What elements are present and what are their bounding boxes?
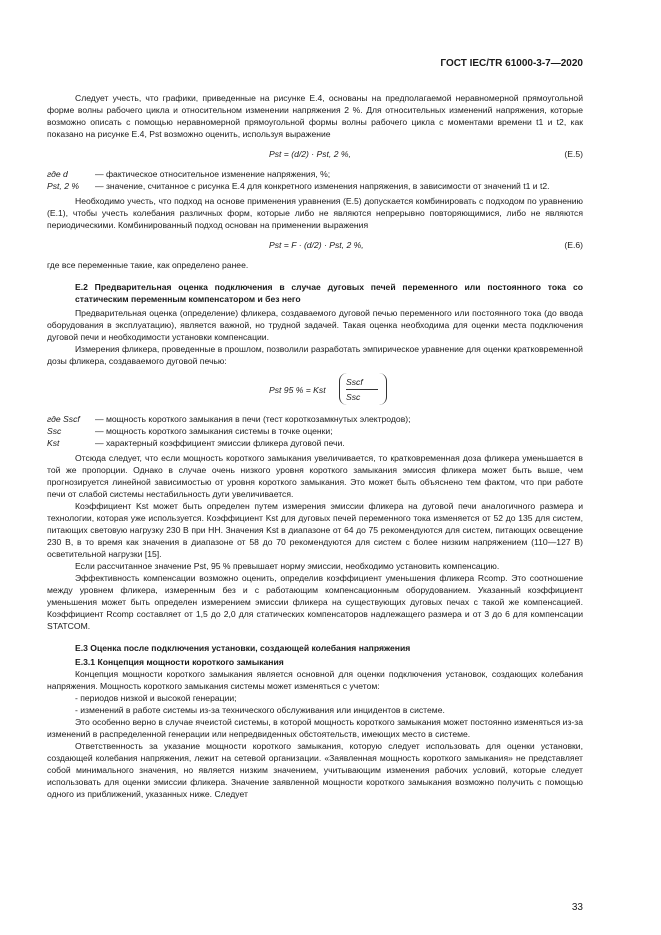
paragraph: Предварительная оценка (определение) фликера, создаваемого дуговой печью переменного или постоянного тока (до ввода оборудования в эксплуатацию), является важной, но трудной задачей. Такая оценка необходима для оценки места подключения дуговой печи и необходимости установки компенсации. (47, 308, 583, 342)
section-heading-e3: Е.3 Оценка после подключения установки, создающей колебания напряжения (75, 643, 411, 653)
definition-symbol: Kst (47, 438, 60, 448)
fraction-numerator: Sscf (346, 377, 363, 387)
variable-definitions (47, 168, 583, 192)
paragraph: Концепция мощности короткого замыкания является основной для оценки подключения установок, создающих колебания напряжения. Мощность короткого замыкания системы может изменяться с учетом: (47, 669, 583, 691)
variable-definitions (47, 413, 583, 449)
page-number: 33 (571, 902, 583, 913)
document-page (47, 0, 583, 935)
equation-flicker (47, 373, 583, 407)
paragraph: Необходимо учесть, что подход на основе применения уравнения (Е.5) допускается комбинировать с подходом по уравнению (Е.1), чтобы учесть колебания различных форм, которые либо не являются непрерывно повторяющимися, либо не являются периодическими. Комбинированный подход основан на применении выражения (47, 196, 583, 230)
fraction-denominator: Ssc (346, 392, 361, 402)
equation-e5 (47, 144, 583, 164)
equation-number: (Е.6) (564, 240, 583, 250)
list-item: - изменений в работе системы из-за технического обслуживания или инцидентов в системе. (75, 705, 445, 715)
equation-left: Pst 95 % = Kst (269, 385, 326, 395)
equation-formula: Pst = F · (d/2) · Pst, 2 %, (269, 240, 364, 250)
definition-text: — характерный коэффициент эмиссии фликера дуговой печи. (95, 438, 345, 448)
paragraph: где все переменные такие, как определено ранее. (47, 260, 249, 270)
definition-text: — мощность короткого замыкания в печи (тест короткозамкнутых электродов); (95, 414, 411, 424)
definition-row (47, 168, 583, 180)
definition-symbol: Ssc (47, 426, 62, 436)
subsection-heading-e31: Е.3.1 Концепция мощности короткого замыкания (75, 657, 284, 667)
paragraph: Измерения фликера, проведенные в прошлом, позволили разработать эмпирическое уравнение для оценки кратковременной дозы фликера, создаваемого дуговой печью: (47, 344, 583, 366)
paragraph: Ответственность за указание мощности короткого замыкания, которую следует использовать для оценки установки, создающей колебания напряжения, лежит на сетевой организации. «Заявленная мощность короткого замыкания» не представляет собой минимального значения, но является низким значением, учитывающим изменения рабочих условий, которые следует использовать для оценки эмиссии фликера. Значение заявленной мощности короткого замыкания возможно получить с помощью одного из приближений, указанных ниже. Следует (47, 741, 583, 799)
paragraph: Отсюда следует, что если мощность короткого замыкания увеличивается, то кратковременная доза фликера уменьшается в той же пропорции. Однако в случае очень низкого уровня короткого замыкания эмиссия фликера может быть выше, чем прогнозируется линейной зависимостью от уровня короткого замыкания. Это может быть объяснено тем фактом, что при работе печи от слабой системы нестабильность дуги увеличивается. (47, 453, 583, 499)
definition-text: — мощность короткого замыкания системы в точке оценки; (95, 426, 333, 436)
paragraph: Если рассчитанное значение Pst, 95 % превышает норму эмиссии, необходимо установить компенсацию. (75, 561, 500, 571)
definition-text: — фактическое относительное изменение напряжения, %; (95, 169, 331, 179)
equation-number: (Е.5) (564, 149, 583, 159)
equation-formula: Pst = (d/2) · Pst, 2 %, (269, 149, 351, 159)
document-header: ГОСТ IEC/TR 61000-3-7—2020 (440, 58, 583, 69)
definition-symbol: где Sscf (47, 414, 80, 424)
definition-row (47, 180, 583, 192)
paragraph: Коэффициент Kst может быть определен путем измерения эмиссии фликера на дуговой печи аналогичного размера и технологии, которая уже используется. Коэффициент Kst для дуговых печей переменного тока изменяется от 52 до 135 для систем, питающих световую нагрузку 230 В при НН. Значения Kst в диапазоне от 64 до 75 рекомендуются для систем, питающих освещение 230 В, в то время как значения в диапазоне от 58 до 70 рекомендуются для систем с более низким напряжением (110—127 В) осветительной нагрузки [15]. (47, 501, 583, 559)
definition-row (47, 437, 583, 449)
list-item: - периодов низкой и высокой генерации; (75, 693, 237, 703)
paragraph: Эффективность компенсации возможно оценить, определив коэффициент уменьшения фликера Rcomp. Это соотношение между уровнем фликера, измеренным без и с работающим компенсационным оборудованием. Указанный коэффициент уменьшения может быть определен измерением эмиссии фликера на существующих дуговых печах с такой же компенсацией. Коэффициент Rcomp составляет от 1,5 до 2,0 для статических компенсаторов надлежащего размера и от 3 до 6 для компенсации STATCOM. (47, 573, 583, 631)
paragraph: Следует учесть, что графики, приведенные на рисунке Е.4, основаны на предполагаемой неравномерной прямоугольной форме волны рабочего цикла и относительном изменении напряжения 2 %. Для относительных изменений напряжения, которые возможно описать с помощью неравномерной прямоугольной формы волны рабочего цикла с моментами времени t1 и t2, как показано на рисунке Е.4, Pst возможно оценить, используя выражение (47, 93, 583, 139)
equation-e6 (47, 235, 583, 255)
paragraph: Это особенно верно в случае ячеистой системы, в которой мощность короткого замыкания может постоянно изменяться из-за изменений в распределенной генерации или непредвиденных обстоятельств, имеющих место в системе. (47, 717, 583, 739)
section-heading-e2: Е.2 Предварительная оценка подключения в случае дуговых печей переменного или постоянного тока со статическим переменным компенсатором и без него (75, 282, 583, 304)
definition-row (47, 413, 583, 425)
definition-symbol: где d (47, 169, 68, 179)
definition-text: — значение, считанное с рисунка Е.4 для конкретного изменения напряжения, в зависимости от значений t1 и t2. (95, 181, 550, 191)
definition-symbol: Pst, 2 % (47, 181, 79, 191)
fraction-line (346, 389, 378, 390)
document-body (47, 92, 583, 800)
definition-row (47, 425, 583, 437)
fraction-bracket (339, 373, 387, 405)
